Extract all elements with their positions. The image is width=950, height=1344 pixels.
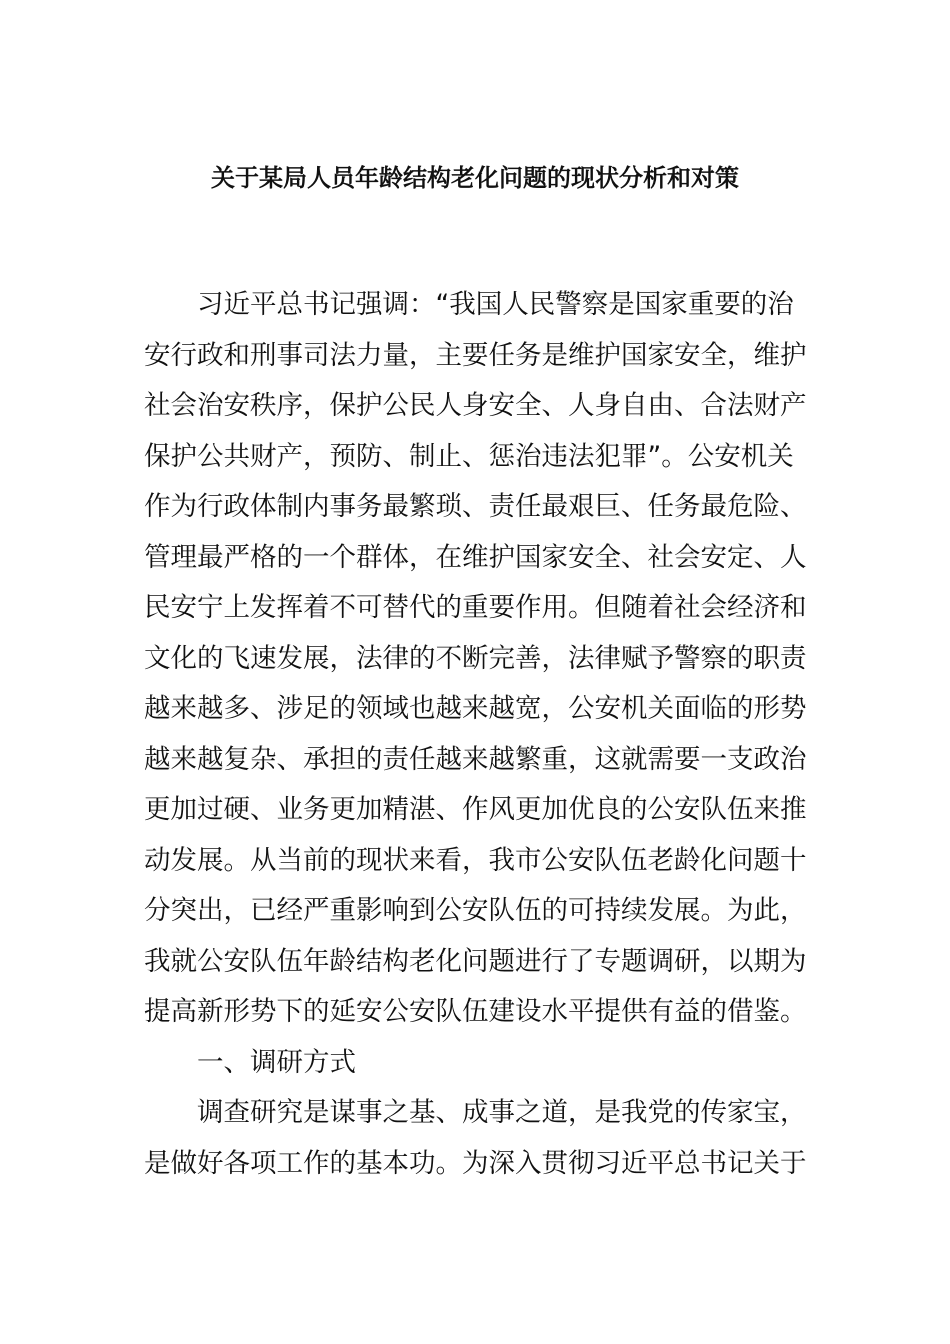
paragraph-line: 民安宁上发挥着不可替代的重要作用。但随着社会经济和 [144,592,807,623]
paragraph-line: 越来越复杂、承担的责任越来越繁重，这就需要一支政治 [144,743,807,775]
paragraph-line: 调查研究是谋事之基、成事之道，是我党的传家宝， [197,1097,807,1128]
paragraph-line: 安行政和刑事司法力量，主要任务是维护国家安全，维护 [144,339,807,371]
document-body [144,280,808,1189]
paragraph-line: 作为行政体制内事务最繁琐、责任最艰巨、任务最危险、 [144,491,807,522]
paragraph-line: 更加过硬、业务更加精湛、作风更加优良的公安队伍来推 [144,794,807,825]
paragraph-line: 是做好各项工作的基本功。为深入贯彻习近平总书记关于 [144,1147,807,1179]
document-title: 关于某局人员年龄结构老化问题的现状分析和对策 [211,164,739,192]
paragraph-line: 我就公安队伍年龄结构老化问题进行了专题调研，以期为 [144,945,807,977]
paragraph-line: 分突出，已经严重影响到公安队伍的可持续发展。为此， [144,895,807,926]
section-heading: 一、调研方式 [197,1046,356,1078]
paragraph-line: 保护公共财产，预防、制止、惩治违法犯罪”。公安机关 [144,440,794,472]
paragraph-line: 文化的飞速发展，法律的不断完善，法律赋予警察的职责 [144,642,807,674]
paragraph-line: 越来越多、涉足的领域也越来越宽，公安机关面临的形势 [144,693,807,724]
paragraph-line: 社会治安秩序，保护公民人身安全、人身自由、合法财产 [144,390,807,421]
paragraph-line: 动发展。从当前的现状来看，我市公安队伍老龄化问题十 [144,844,807,876]
paragraph-line: 管理最严格的一个群体，在维护国家安全、社会安定、人 [144,541,807,573]
paragraph-line: 习近平总书记强调：“我国人民警察是国家重要的治 [197,289,794,320]
paragraph-line: 提高新形势下的延安公安队伍建设水平提供有益的借鉴。 [144,996,807,1027]
